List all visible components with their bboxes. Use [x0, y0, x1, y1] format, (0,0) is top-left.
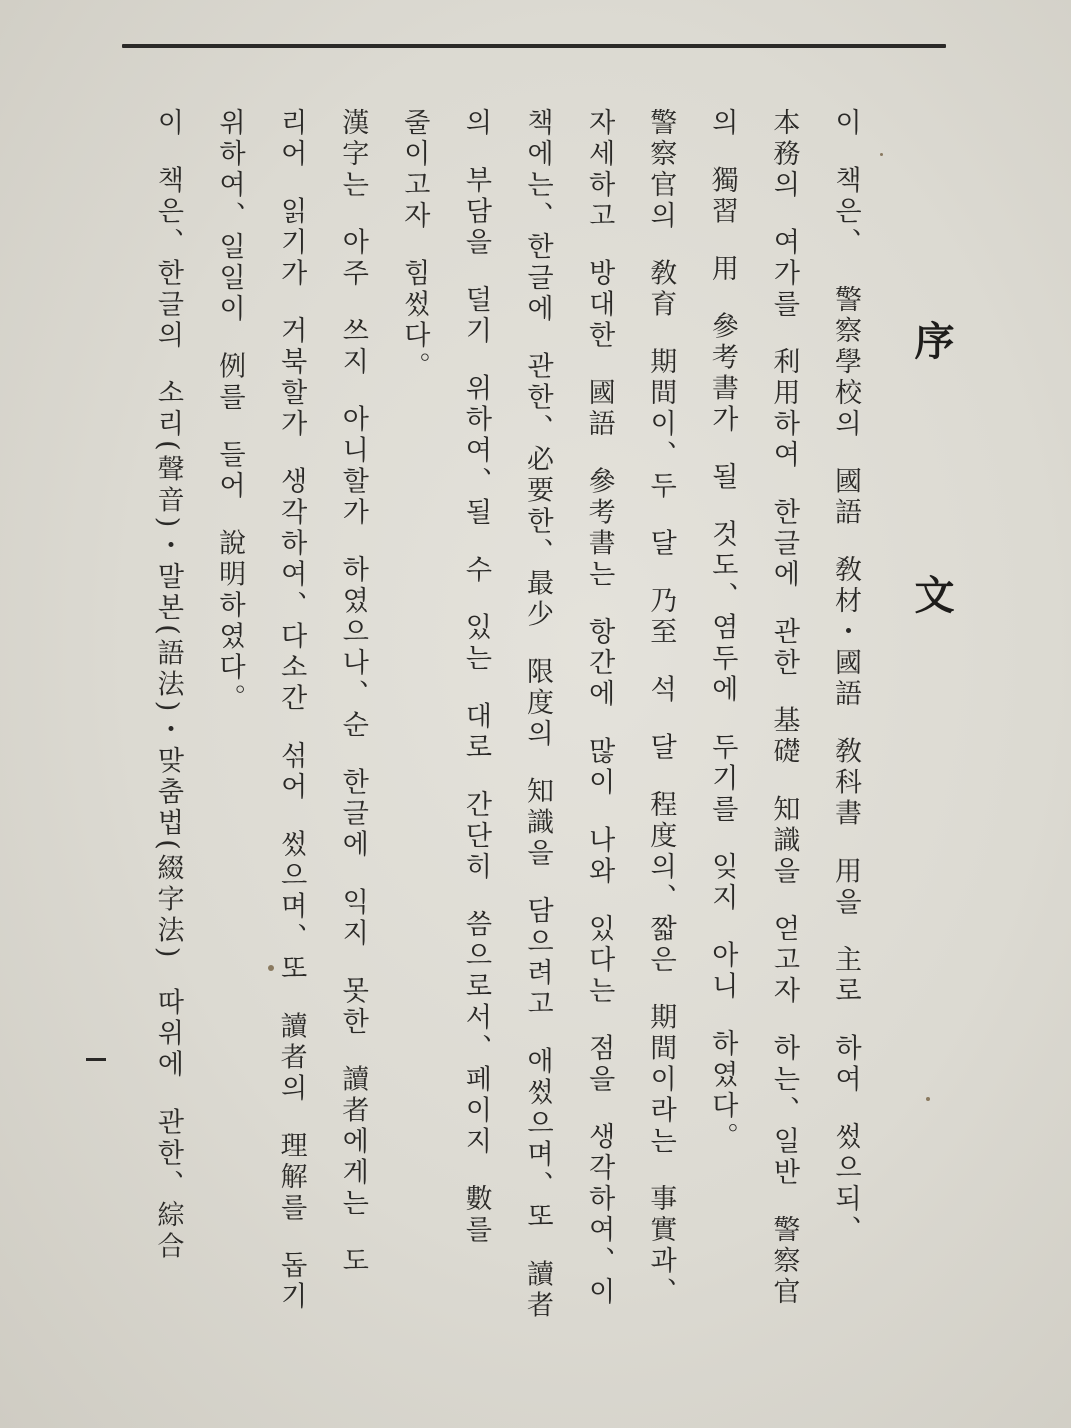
paper-speck	[268, 965, 274, 971]
paper-speck	[926, 1097, 930, 1101]
preface-body	[137, 108, 876, 1388]
text-line-9: 漢字는 아주 쓰지 아니할가 하였으나、순 한글에 익지 못한 讀者에게는 도	[337, 108, 369, 1278]
text-line-4: 警察官의 敎育 期間이、두 달 乃至 석 달 程度의、짧은 期間이라는 事實과、	[645, 108, 677, 1309]
text-line-6: 책에는、한글에 관한、必要한、最少 限度의 知識을 담으려고 애썼으며、또 讀者	[522, 108, 554, 1322]
text-line-5: 자세하고 방대한 國語 參考書는 항간에 많이 나와 있다는 점을 생각하여、이	[583, 108, 615, 1309]
text-line-11: 위하여、일일이 例를 들어 說明하였다。	[214, 108, 246, 715]
text-line-10: 리어 읽기가 거북할가 생각하여、다소간 섞어 썼으며、또 讀者의 理解를 돕기	[275, 108, 307, 1313]
text-line-3: 의 獨習 用 參考書가 될 것도、염두에 두기를 잊지 아니 하였다。	[706, 108, 738, 1154]
paper-speck	[880, 153, 883, 156]
text-line-7: 의 부담을 덜기 위하여、될 수 있는 대로 간단히 씀으로서、페이지 數를	[460, 108, 492, 1247]
text-line-8: 줄이고자 힘썼다。	[398, 108, 430, 383]
top-rule	[122, 44, 946, 48]
page-title: 序 文	[908, 320, 955, 714]
text-line-1: 이 책은、 警察學校의 國語 敎材・國語 敎科書 用을 主로 하여 썼으되、	[830, 108, 861, 1247]
text-line-12: 이 책은、한글의 소리(聲音)・말본(語法)・맞춤법(綴字法) 따위에 관한、綜合	[152, 108, 184, 1263]
text-line-2: 本務의 여가를 利用하여 한글에 관한 基礎 知識을 얻고자 하는、일반 警察官	[768, 108, 800, 1309]
page-number-mark	[86, 1058, 106, 1061]
